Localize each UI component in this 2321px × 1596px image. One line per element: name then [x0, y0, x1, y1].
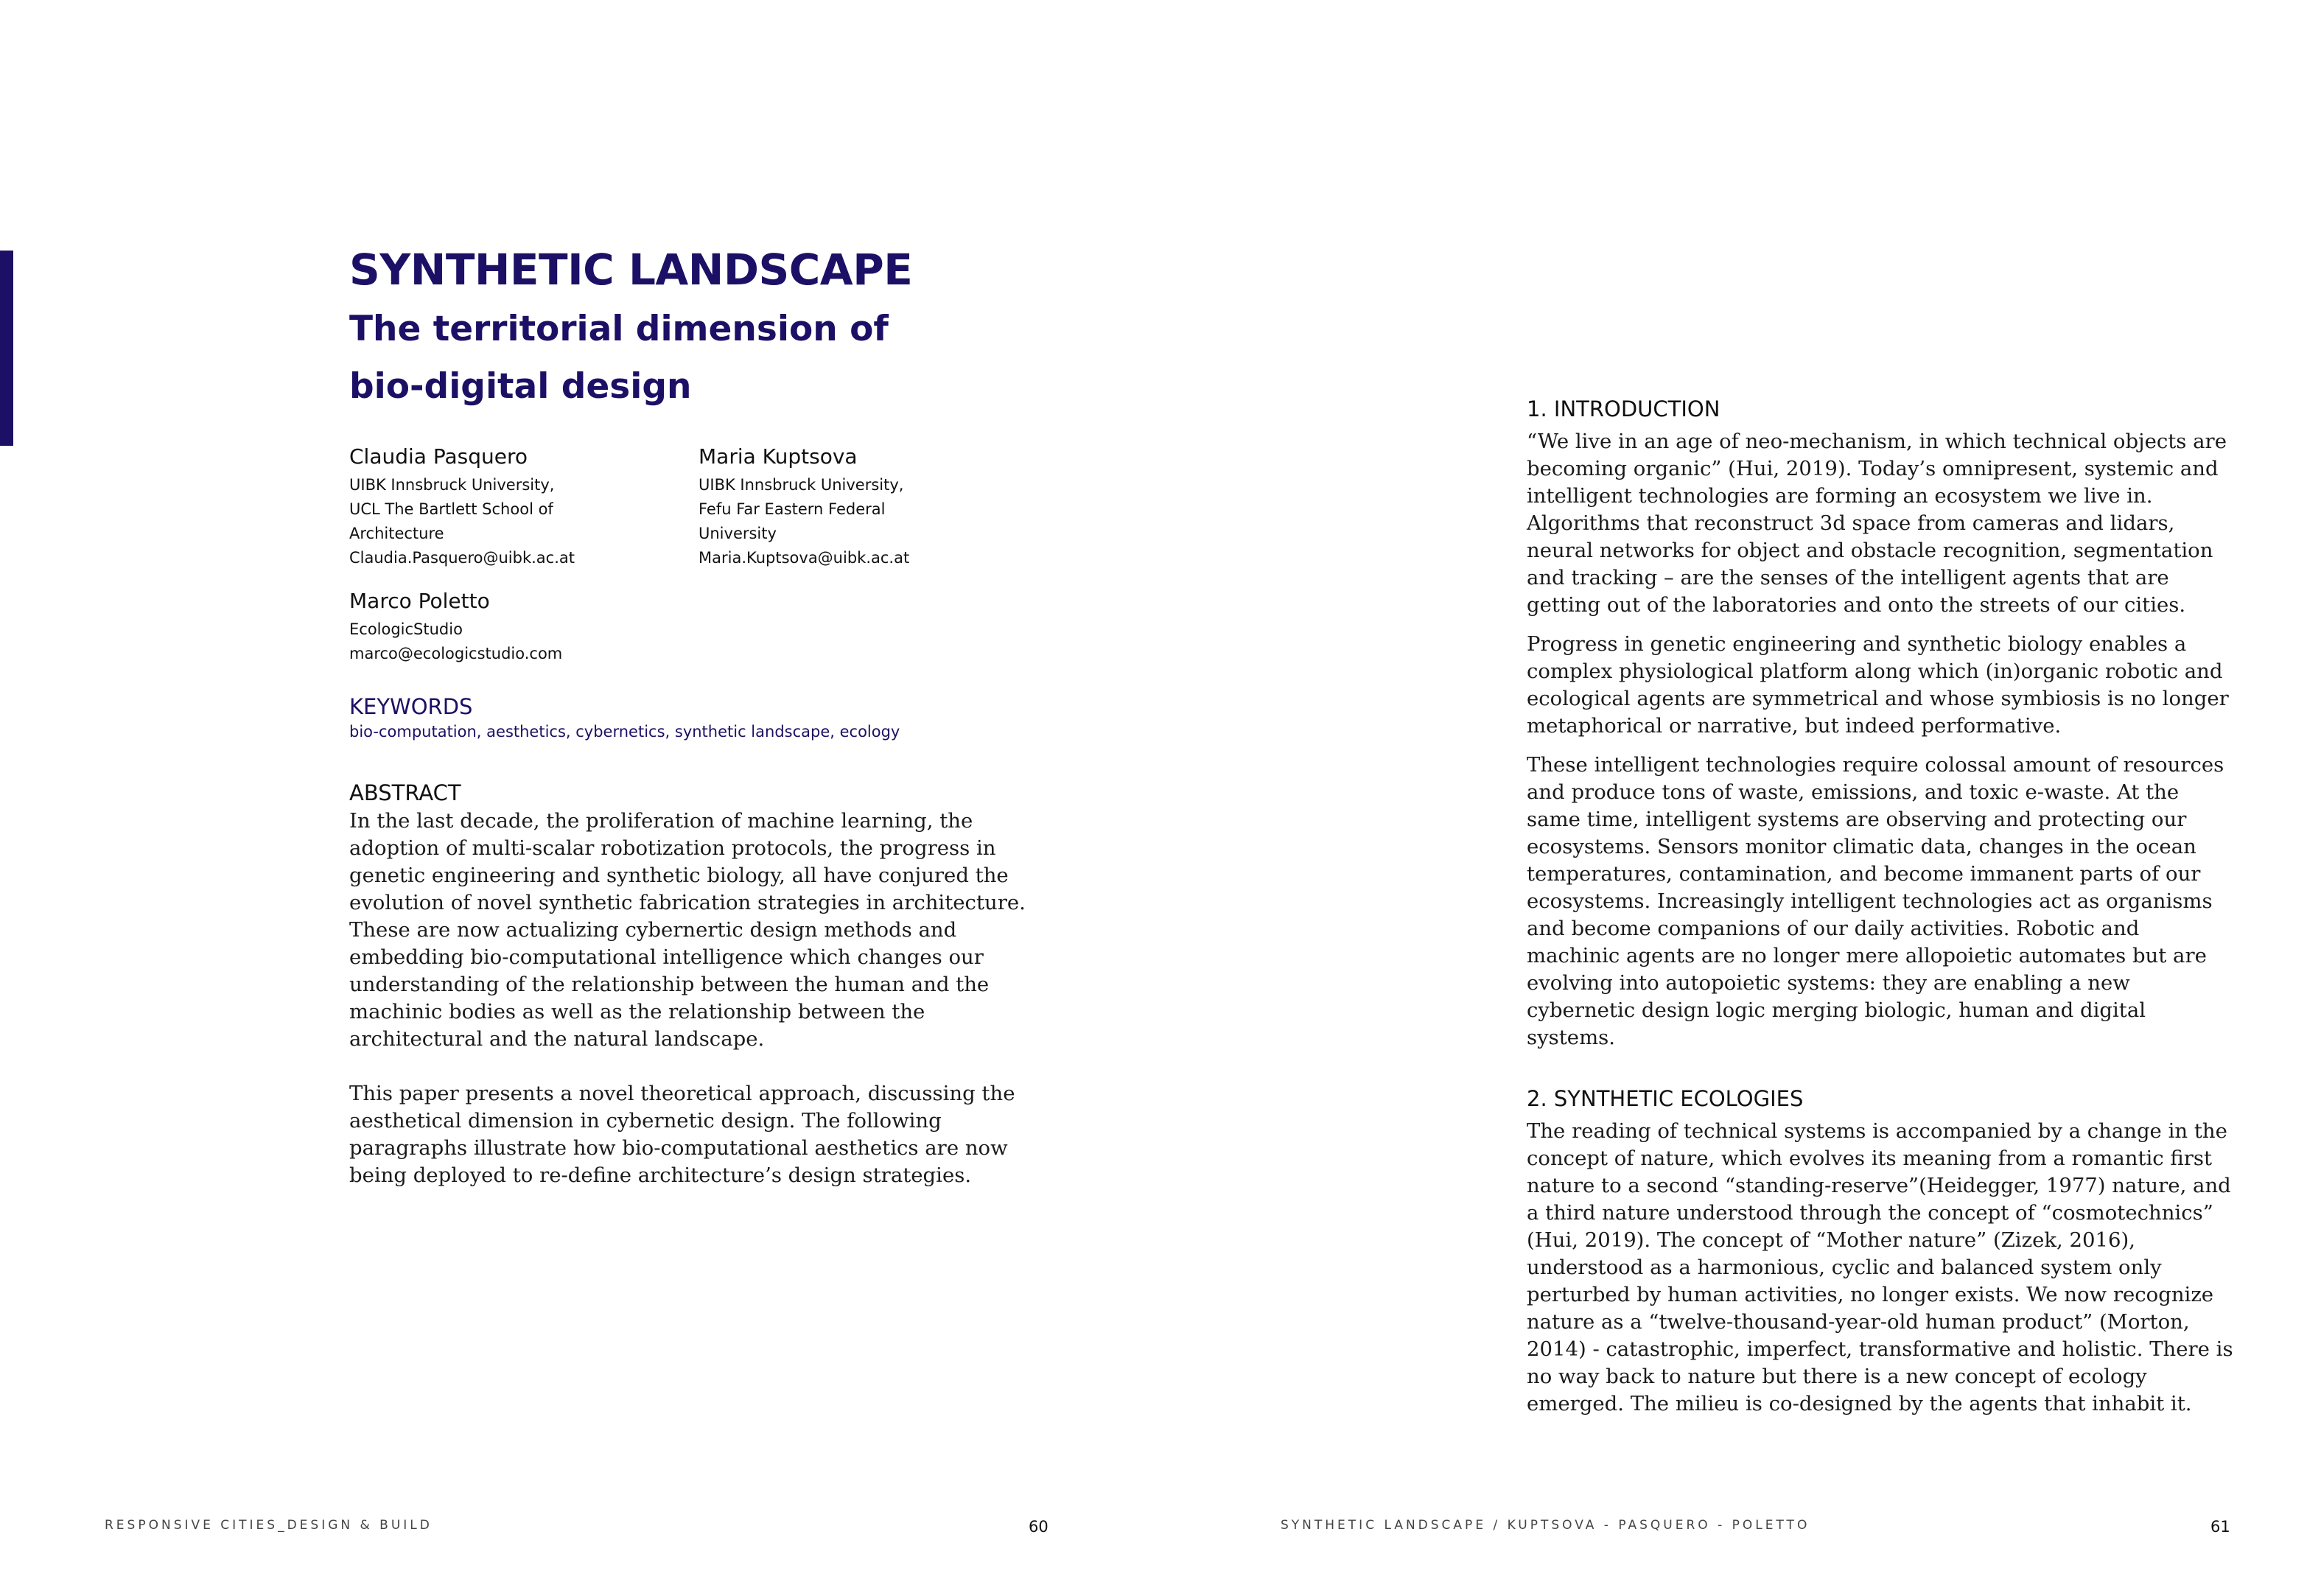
author-affiliation: UIBK Innsbruck University,	[699, 476, 904, 494]
abstract-paragraph: In the last decade, the proliferation of machine learning, the adoption of multi-scalar robotization protocols, the progress in genetic engineering and synthetic biology, all have conjured the evolution of novel synthetic fabrication strategies in architecture. These are now actualizing cybernertic design methods and embedding bio-computational intelligence which changes our understanding of the relationship between the human and the machinic bodies as well as the relationship between the architectural and the natural landscape.	[349, 809, 1026, 1051]
paper-subtitle: The territorial dimension of bio-digital design	[349, 309, 889, 407]
right-page	[1527, 394, 2234, 1418]
author-email: Maria.Kuptsova@uibk.ac.at	[699, 549, 910, 567]
author-claudia-pasquero	[349, 442, 575, 570]
right-page-number: 61	[2210, 1518, 2230, 1536]
author-marco-poletto	[349, 587, 562, 666]
left-running-footer: RESPONSIVE CITIES_DESIGN & BUILD	[105, 1518, 433, 1533]
author-maria-kuptsova	[699, 442, 909, 570]
right-running-footer: SYNTHETIC LANDSCAPE / KUPTSOVA - PASQUERO - POLETTO	[1281, 1518, 1810, 1533]
author-affiliation: UIBK Innsbruck University,	[349, 476, 555, 494]
abstract-paragraph: This paper presents a novel theoretical approach, discussing the aesthetical dimension in cybernetic design. The following paragraphs illustrate how bio-computational aesthetics are now being deployed to re-define architecture’s design strategies.	[349, 1082, 1015, 1187]
author-affiliation: UCL The Bartlett School of	[349, 500, 553, 518]
introduction-paragraph: Progress in genetic engineering and synthetic biology enables a complex physiological platform along which (in)organic robotic and ecological agents are symmetrical and whose symbiosis is no longer metaphorical or narrative, but indeed performative.	[1527, 632, 2229, 738]
left-page-number: 60	[1029, 1518, 1049, 1536]
author-name: Claudia Pasquero	[349, 444, 528, 469]
author-affiliation: Architecture	[349, 525, 444, 542]
author-block	[349, 442, 1079, 663]
synthetic-ecologies-heading: 2. SYNTHETIC ECOLOGIES	[1527, 1086, 1804, 1111]
introduction-paragraph: These intelligent technologies require colossal amount of resources and produce tons of waste, emissions, and toxic e-waste. At the same time, intelligent systems are observing and protecting our ecosystems. Sensors monitor climatic data, changes in the ocean temperatures, contamination, and become immanent parts of our ecosystems. Increasingly intelligent technologies act as organisms and become companions of our daily activities. Robotic and machinic agents are no longer mere allopoietic automates but are evolving into autopoietic systems: they are enabling a new cybernetic design logic merging biologic, human and digital systems.	[1527, 753, 2224, 1049]
introduction-paragraph: “We live in an age of neo-mechanism, in which technical objects are becoming organic” (Hui, 2019). Today’s omnipresent, systemic and intelligent technologies are forming an ecosystem we live in. Algorithms that reconstruct 3d space from cameras and lidars, neural networks for object and obstacle recognition, segmentation and tracking – are the senses of the intelligent agents that are getting out of the laboratories and onto the streets of our cities.	[1527, 430, 2227, 617]
author-email: Claudia.Pasquero@uibk.ac.at	[349, 549, 575, 567]
keywords-list: bio-computation, aesthetics, cybernetics, synthetic landscape, ecology	[349, 723, 900, 741]
author-name: Marco Poletto	[349, 589, 490, 613]
abstract-heading: ABSTRACT	[349, 780, 461, 805]
synthetic-ecologies-paragraph: The reading of technical systems is accompanied by a change in the concept of nature, which evolves its meaning from a romantic first nature to a second “standing-reserve”(Heidegger, 1977) nature, and a third nature understood through the concept of “cosmotechnics” (Hui, 2019). The concept of “Mother nature” (Zizek, 2016), understood as a harmonious, cyclic and balanced system only perturbed by human activities, no longer exists. We now recognize nature as a “twelve-thousand-year-old human product” (Morton, 2014) - catastrophic, imperfect, transformative and holistic. There is no way back to nature but there is a new concept of ecology emerged. The milieu is co-designed by the agents that inhabit it.	[1527, 1119, 2233, 1415]
author-name: Maria Kuptsova	[699, 444, 858, 469]
author-affiliation: Fefu Far Eastern Federal	[699, 500, 886, 518]
chapter-accent-bar	[0, 251, 13, 446]
author-affiliation: University	[699, 525, 777, 542]
keywords-heading: KEYWORDS	[349, 694, 473, 719]
left-page	[349, 243, 1079, 1189]
author-affiliation: EcologicStudio	[349, 620, 463, 638]
introduction-heading: 1. INTRODUCTION	[1527, 396, 1720, 421]
author-email: marco@ecologicstudio.com	[349, 645, 563, 662]
paper-title: SYNTHETIC LANDSCAPE	[349, 245, 913, 295]
